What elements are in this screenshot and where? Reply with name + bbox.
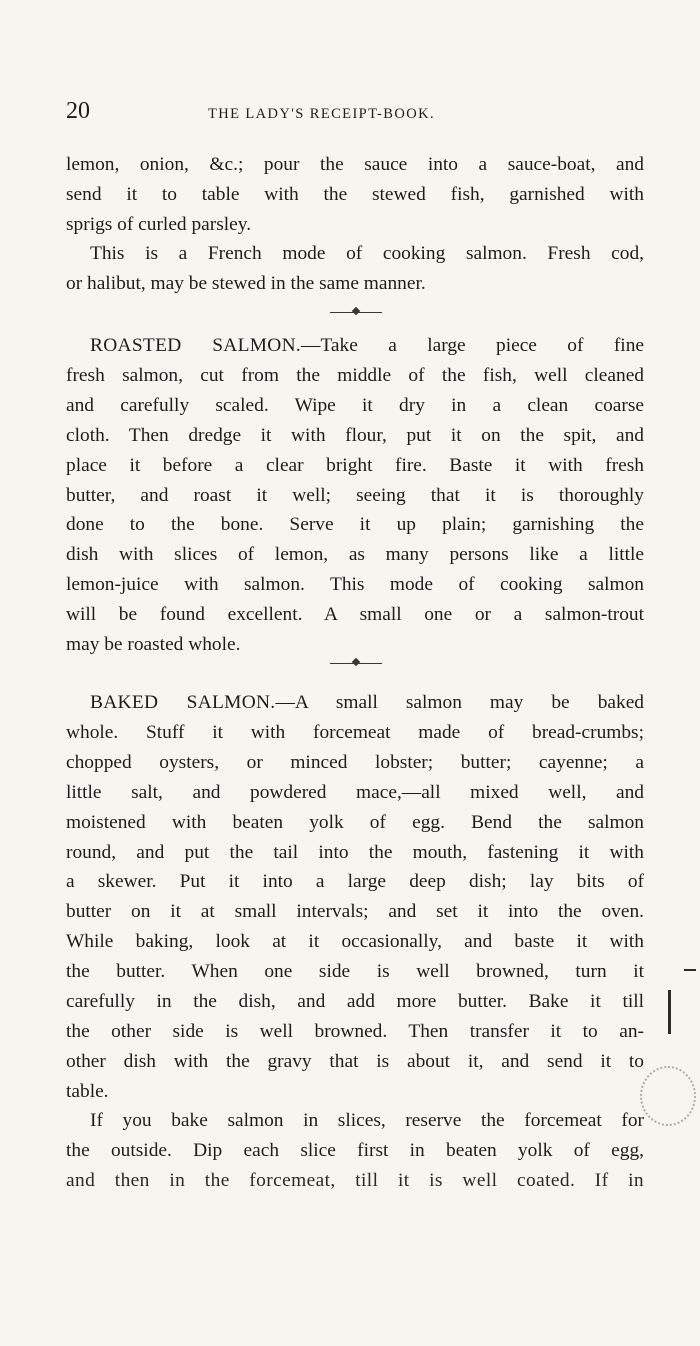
- margin-mark: [684, 969, 696, 971]
- section-divider: [330, 660, 382, 668]
- recipe-baked-salmon: [66, 688, 644, 1107]
- text-line: the butter. When one side is well browned, turn it: [66, 961, 644, 983]
- text-line: little salt, and powdered mace,—all mixed well, and: [66, 781, 644, 803]
- text-line: table.: [66, 1080, 109, 1102]
- recipe-heading-roasted-salmon: ROASTED SALMON.: [90, 335, 302, 356]
- text-line-fragment: —Take a large piece of fine: [301, 335, 644, 356]
- diamond-ornament-icon: [352, 307, 360, 315]
- ink-blot: [640, 1066, 696, 1126]
- text-line: send it to table with the stewed fish, garnished with: [66, 183, 644, 205]
- page-number: 20: [66, 98, 90, 124]
- text-line: moistened with beaten yolk of egg. Bend the salmon: [66, 811, 644, 833]
- text-line: While baking, look at it occasionally, and baste it with: [66, 931, 644, 953]
- text-line: fresh salmon, cut from the middle of the fish, well cleaned: [66, 364, 644, 386]
- text-line: other dish with the gravy that is about it, and send it to: [66, 1050, 644, 1072]
- text-line: carefully in the dish, and add more butter. Bake it till: [66, 991, 644, 1013]
- paragraph-french-mode: [66, 239, 644, 299]
- text-line-fragment: —A small salmon may be baked: [275, 692, 645, 713]
- text-line: place it before a clear bright fire. Baste it with fresh: [66, 454, 644, 476]
- text-line: lemon-juice with salmon. This mode of cooking salmon: [66, 574, 644, 596]
- recipe-heading-baked-salmon: BAKED SALMON.: [90, 692, 276, 713]
- text-line: done to the bone. Serve it up plain; garnishing the: [66, 514, 644, 536]
- text-line: chopped oysters, or minced lobster; butter; cayenne; a: [66, 751, 644, 773]
- recipe-roasted-salmon: [66, 331, 644, 660]
- text-line: and carefully scaled. Wipe it dry in a clean coarse: [66, 394, 644, 416]
- section-divider: [330, 309, 382, 317]
- text-line: or halibut, may be stewed in the same manner.: [66, 272, 426, 294]
- text-line: a skewer. Put it into a large deep dish; lay bits of: [66, 871, 644, 893]
- text-line: the other side is well browned. Then transfer it to an-: [66, 1020, 644, 1042]
- paragraph-sliced-salmon: [66, 1106, 644, 1196]
- margin-bar: [668, 990, 671, 1034]
- text-line: may be roasted whole.: [66, 634, 241, 656]
- text-line: the outside. Dip each slice first in beaten yolk of egg,: [66, 1139, 644, 1161]
- text-line: dish with slices of lemon, as many persons like a little: [66, 544, 644, 566]
- text-line: whole. Stuff it with forcemeat made of bread-crumbs;: [66, 721, 644, 743]
- running-title: THE LADY'S RECEIPT-BOOK.: [208, 106, 435, 122]
- text-line: [66, 688, 644, 718]
- text-line: round, and put the tail into the mouth, fastening it with: [66, 841, 644, 863]
- text-line: sprigs of curled parsley.: [66, 213, 252, 235]
- text-line: [66, 331, 644, 361]
- text-line: lemon, onion, &c.; pour the sauce into a sauce-boat, and: [66, 154, 644, 175]
- text-line: and then in the forcemeat, till it is well coated. If in: [66, 1169, 644, 1191]
- text-line: This is a French mode of cooking salmon. Fresh cod,: [90, 243, 644, 264]
- text-line: butter, and roast it well; seeing that it is thoroughly: [66, 484, 644, 506]
- diamond-ornament-icon: [352, 658, 360, 666]
- text-line: butter on it at small intervals; and set it into the oven.: [66, 901, 644, 923]
- page-header: [66, 98, 642, 128]
- paragraph-sauce-continuation: [66, 150, 644, 240]
- text-line: will be found excellent. A small one or a salmon-trout: [66, 604, 644, 626]
- text-line: cloth. Then dredge it with flour, put it on the spit, and: [66, 424, 644, 446]
- text-line: If you bake salmon in slices, reserve the forcemeat for: [90, 1110, 644, 1131]
